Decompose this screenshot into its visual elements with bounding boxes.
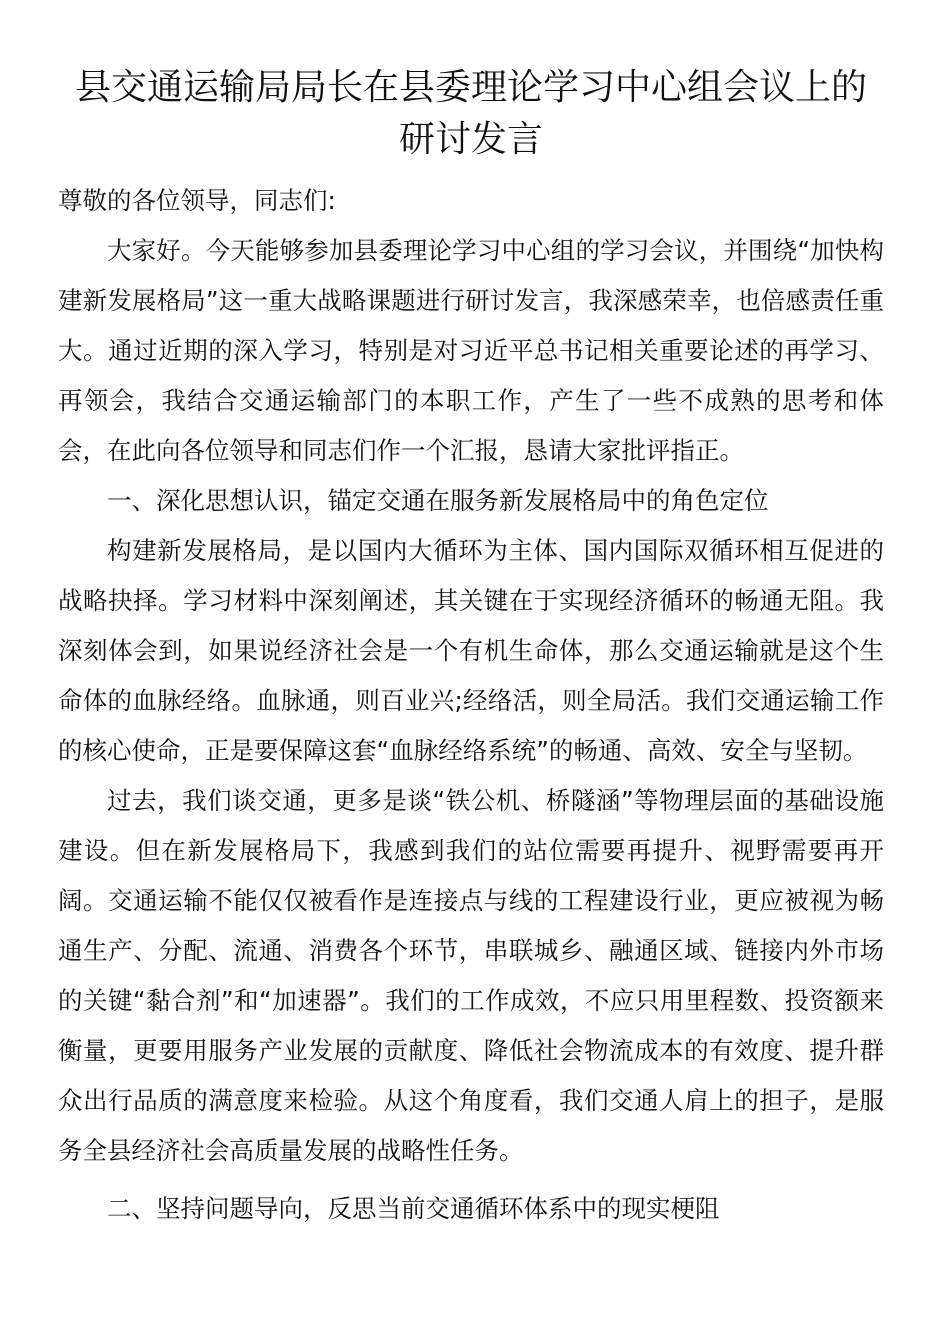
document-title: 县交通运输局局长在县委理论学习中心组会议上的研讨发言 xyxy=(74,67,867,160)
salutation: 尊敬的各位领导，同志们: xyxy=(58,186,336,215)
paragraph-section1-a: 构建新发展格局，是以国内大循环为主体、国内国际双循环相互促进的战略抉择。学习材料中深刻阐述，其关键在于实现经济循环的畅通无阻。我深刻体会到，如果说经济社会是一个有机生命体，那么交通运输就是这个生命体的血脉经络。血脉通，则百业兴;经络活，则全局活。我们交通运输工作的核心使命，正是要保障这套“血脉经络系统”的畅通、高效、安全与坚韧。 xyxy=(58,536,884,765)
section-heading-2: 二、坚持问题导向，反思当前交通循环体系中的现实梗阻 xyxy=(107,1194,720,1223)
section-heading-1: 一、深化思想认识，锚定交通在服务新发展格局中的角色定位 xyxy=(107,486,769,515)
paragraph-section1-b: 过去，我们谈交通，更多是谈“铁公机、桥隧涵”等物理层面的基础设施建设。但在新发展格局下，我感到我们的站位需要再提升、视野需要再开阔。交通运输不能仅仅被看作是连接点与线的工程建设行业，更应被视为畅通生产、分配、流通、消费各个环节，串联城乡、融通区域、链接内外市场的关键“黏合剂”和“加速器”。我们的工作成效，不应只用里程数、投资额来衡量，更要用服务产业发展的贡献度、降低社会物流成本的有效度、提升群众出行品质的满意度来检验。从这个角度看，我们交通人肩上的担子，是服务全县经济社会高质量发展的战略性任务。 xyxy=(58,786,884,1165)
paragraph-intro: 大家好。今天能够参加县委理论学习中心组的学习会议，并围绕“加快构建新发展格局”这一重大战略课题进行研讨发言，我深感荣幸，也倍感责任重大。通过近期的深入学习，特别是对习近平总书记相关重要论述的再学习、再领会，我结合交通运输部门的本职工作，产生了一些不成熟的思考和体会，在此向各位领导和同志们作一个汇报，恳请大家批评指正。 xyxy=(58,236,884,465)
document-page xyxy=(58,62,884,1234)
